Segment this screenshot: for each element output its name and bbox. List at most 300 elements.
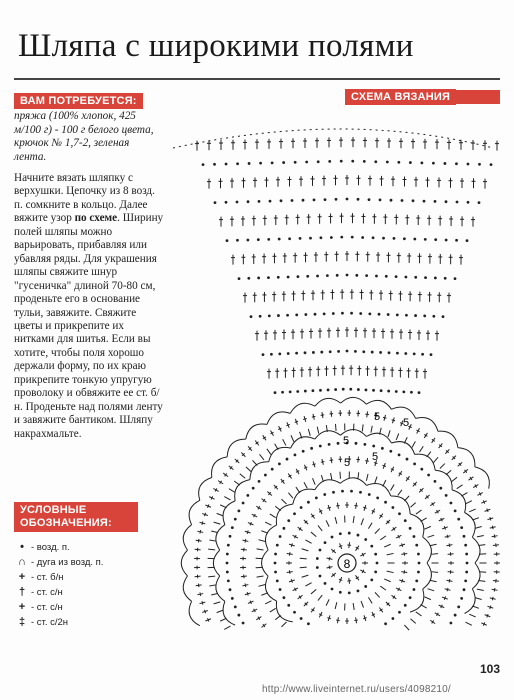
chain-dot [258, 200, 261, 203]
chain-dot [319, 445, 322, 448]
chain-dot [315, 496, 318, 499]
chain-dot [355, 274, 358, 277]
chain-dot [450, 502, 453, 505]
chain-dot [381, 447, 384, 450]
scheme-heading: СХЕМА ВЯЗАНИЯ [345, 89, 456, 105]
legend-row [16, 615, 103, 630]
chain-dot [368, 493, 371, 496]
chain-dot [388, 351, 391, 354]
stitch-mark [416, 612, 422, 616]
stitch-mark [353, 603, 354, 610]
chain-dot [288, 237, 291, 240]
stitch-cross [289, 552, 290, 556]
stitch-mark [358, 472, 359, 479]
stitch-mark [361, 601, 363, 608]
chain-arc [366, 433, 391, 443]
chain-dot [295, 313, 298, 316]
chain-dot [226, 562, 229, 565]
chain-dot [385, 275, 388, 278]
stitch-mark [208, 549, 215, 550]
chain-dot [339, 591, 342, 594]
stitch-mark [270, 514, 276, 518]
stitch-cross [449, 579, 450, 583]
stitch-cross [447, 535, 448, 538]
chain-dot [374, 570, 377, 573]
stitch-cross [208, 618, 209, 621]
chain-dot [302, 199, 305, 202]
stitch-mark [335, 424, 336, 431]
stitch-cross [487, 509, 488, 512]
stitch-mark [224, 626, 230, 629]
chain-dot [346, 274, 349, 277]
chain-dot [324, 198, 327, 201]
stitch-cross [392, 420, 395, 421]
chain-dot [372, 445, 375, 448]
stitch-cross [204, 513, 205, 516]
chain-dot [274, 391, 277, 394]
chain-dot [291, 199, 294, 202]
chain-dot [257, 277, 260, 280]
count-label-2: 5 [402, 417, 410, 429]
chain-arc [410, 514, 424, 537]
chain-dot [354, 350, 357, 353]
chain-dot [413, 238, 416, 241]
stitch-mark [265, 522, 271, 525]
stitch-mark [368, 597, 372, 603]
chain-dot [382, 237, 385, 240]
stitch-mark [419, 446, 423, 452]
count-label-3: 5 [342, 435, 350, 447]
stitch-cross [336, 505, 340, 506]
chain-arc [250, 462, 269, 480]
chain-dot [379, 351, 382, 354]
chain-dot [328, 443, 331, 446]
chain-dot [236, 239, 239, 242]
chain-arc [465, 589, 476, 614]
chain-dot [279, 535, 282, 538]
chain-dot [227, 579, 230, 582]
stitch-mark [427, 535, 434, 537]
stitch-mark [469, 509, 475, 512]
stitch-mark [340, 472, 341, 479]
chain-dot [405, 276, 408, 279]
chain-arc [223, 501, 235, 525]
stitch-cross [204, 610, 205, 613]
chain-dot [409, 527, 412, 530]
chain-dot [309, 237, 312, 240]
stitch-mark [410, 503, 415, 508]
stitch-mark [424, 526, 430, 529]
chain-dot [349, 388, 352, 391]
stitch-cross [483, 622, 484, 625]
chain-dot [409, 596, 412, 599]
chain-dot [229, 588, 232, 591]
stitch-mark [305, 583, 311, 586]
stitch-cross [291, 579, 292, 582]
stitch-cross [339, 579, 342, 580]
chain-dot [348, 532, 351, 535]
double-crochet-icon: † [18, 586, 26, 598]
stitch-mark [375, 529, 380, 534]
chain-arc [472, 537, 480, 563]
stitch-cross [304, 467, 307, 468]
chain-dot [287, 519, 290, 522]
chain-arc [340, 478, 366, 486]
chain-dot [357, 534, 360, 537]
chain-arc [472, 563, 480, 589]
chain-dot [413, 535, 416, 538]
stitch-mark [477, 536, 484, 537]
stitch-mark [209, 585, 216, 586]
chain-dot [398, 453, 401, 456]
chain-dot [455, 239, 458, 242]
chain-dot [420, 161, 423, 164]
chain-dot [307, 622, 310, 625]
stitch-cross [336, 620, 340, 621]
materials-heading: ВАМ ПОТРЕБУЕТСЯ: [14, 93, 143, 109]
chain-dot [237, 510, 240, 513]
chain-dot [417, 553, 420, 556]
watermark-url: http://www.liveinternet.ru/users/4098210/ [262, 684, 451, 695]
stitch-cross [449, 543, 450, 547]
chain-dot [490, 163, 493, 166]
chain-dot [231, 597, 234, 600]
instructions-part1: Начните вязать шляпку с верхушки. Цепочку из 8 возд. п. сомкните в кольцо. Далее вяжите узор [14, 172, 155, 225]
chain-arc [265, 525, 276, 550]
stitch-cross [312, 416, 316, 417]
stitch-mark [431, 554, 438, 555]
stitch-mark [424, 597, 430, 600]
chain-dot [401, 199, 404, 202]
stitch-mark [302, 549, 309, 551]
legend-label: - ст. с/н [31, 602, 63, 613]
stitch-mark [311, 532, 316, 537]
legend-row [16, 540, 103, 555]
chain-arc [435, 470, 452, 490]
chain-dot [409, 161, 412, 164]
stitch-mark [246, 467, 251, 472]
chain-dot [247, 200, 250, 203]
chain-dot [311, 389, 314, 392]
chain-dot [213, 163, 216, 166]
stitch-mark [427, 589, 434, 591]
chain-dot [296, 390, 299, 393]
chain-dot [404, 604, 407, 607]
legend-row [16, 600, 103, 615]
chain-arc [315, 480, 341, 490]
chain-dot [467, 201, 470, 204]
stitch-mark [361, 518, 363, 525]
chain-dot [414, 314, 417, 317]
chain-dot [346, 198, 349, 201]
sc-into-stitch-icon: + [18, 601, 26, 613]
chain-arc [181, 550, 187, 576]
stitch-mark [335, 602, 337, 609]
stitch-cross [487, 614, 488, 617]
chain-dot [430, 353, 433, 356]
chain-dot [454, 510, 457, 513]
chain-dot [442, 315, 445, 318]
chain-dot [351, 160, 354, 163]
double-treble-icon: ‡ [18, 616, 26, 628]
chain-dot [324, 582, 327, 585]
stitch-mark [384, 544, 390, 547]
chain-dot [267, 276, 270, 279]
chain-dot [246, 239, 249, 242]
legend-row [16, 555, 103, 570]
chain-dot [370, 545, 373, 548]
chain-dot [278, 352, 281, 355]
stitch-cross [492, 597, 493, 600]
chain-dot [444, 277, 447, 280]
stitch-cross [402, 543, 403, 546]
chain-dot [455, 162, 458, 165]
chain-dot [432, 162, 435, 165]
chain-dot [418, 562, 421, 565]
stitch-mark [304, 482, 307, 488]
chain-dot [361, 236, 364, 239]
chain-dot [414, 276, 417, 279]
chain-arc [216, 525, 225, 550]
chain-dot [439, 487, 442, 490]
stitch-mark [431, 572, 438, 573]
chain-dot [389, 450, 392, 453]
chain-dot [396, 313, 399, 316]
chain-dot [405, 314, 408, 317]
stitch-cross [490, 605, 491, 608]
stitch-mark [362, 424, 363, 431]
chain-dot [376, 496, 379, 499]
chain-dot [286, 314, 289, 317]
chain-dot [234, 518, 237, 521]
chain-dot [326, 274, 329, 277]
chain-dot [346, 350, 349, 353]
stitch-cross [444, 596, 445, 599]
legend-heading: УСЛОВНЫЕ ОБОЗНАЧЕНИЯ: [14, 502, 138, 532]
legend-row [16, 585, 103, 600]
chain-dot [332, 491, 335, 494]
chain-dot [274, 562, 277, 565]
chain-dot [262, 353, 265, 356]
stitch-cross [202, 521, 203, 524]
chain-dot [319, 575, 322, 578]
stitch-cross [247, 530, 248, 533]
chain-dot [415, 544, 418, 547]
stitch-cross [483, 500, 484, 503]
chain-dot [457, 605, 460, 608]
single-crochet-icon: + [18, 571, 26, 583]
stitch-mark [302, 575, 309, 577]
chain-dot [226, 239, 229, 242]
chain-arc-icon: ∩ [18, 556, 26, 568]
chain-dot [423, 315, 426, 318]
stitch-mark [387, 571, 394, 572]
chain-dot [465, 553, 468, 556]
stitch-cross [245, 539, 246, 543]
chain-dot [246, 494, 249, 497]
chain-dot [386, 161, 389, 164]
stitch-mark [366, 474, 368, 481]
chain-arc [341, 397, 367, 404]
chain-dot [283, 527, 286, 530]
chain-dot [332, 312, 335, 315]
chain-dot [464, 579, 467, 582]
chain-dot [300, 506, 303, 509]
chain-dot [336, 274, 339, 277]
stitch-mark [452, 477, 458, 481]
chain-dot [302, 450, 305, 453]
stitch-mark [281, 622, 286, 627]
chain-dot [236, 201, 239, 204]
chain-dot [390, 199, 393, 202]
chain-dot [227, 544, 230, 547]
chain-dot [450, 622, 453, 625]
chain-dot [445, 494, 448, 497]
chain-dot [370, 578, 373, 581]
stitch-cross [441, 518, 443, 521]
chain-dot [362, 350, 365, 353]
chain-dot [340, 236, 343, 239]
chain-dot [342, 388, 345, 391]
chain-dot [247, 277, 250, 280]
stitch-mark [257, 549, 264, 550]
chain-dot [460, 597, 463, 600]
chain-dot [297, 275, 300, 278]
chain-dot [432, 315, 435, 318]
stitch-mark [375, 477, 377, 484]
stitch-cross [363, 618, 366, 619]
legend-label: - возд. п. [31, 542, 70, 553]
stitch-cross [198, 584, 199, 588]
chain-dot [391, 617, 394, 620]
chain-dot [418, 391, 421, 394]
chain-dot [464, 544, 467, 547]
chain-dot [397, 161, 400, 164]
stitch-mark [416, 510, 422, 514]
chain-dot [225, 163, 228, 166]
chain-dot [380, 389, 383, 392]
chain-dot [304, 313, 307, 316]
chain-dot [445, 239, 448, 242]
page-title: Шляпа с широкими полями [18, 28, 414, 64]
chain-arc [189, 601, 200, 625]
chain-dot [320, 351, 323, 354]
chain-dot [278, 462, 281, 465]
chain-dot [395, 390, 398, 393]
chain-dot [417, 571, 420, 574]
chain-dot [445, 200, 448, 203]
stitch-cross [312, 464, 315, 465]
chain-dot [364, 538, 367, 541]
stitch-mark [469, 614, 475, 617]
chain-dot [229, 535, 232, 538]
stitch-cross [444, 526, 445, 529]
chain-dot [398, 512, 401, 515]
chain-arc [291, 437, 315, 448]
stitch-cross [494, 534, 495, 538]
chain-dot [364, 585, 367, 588]
chain-dot [337, 442, 340, 445]
stitch-mark [412, 441, 415, 447]
stitch-mark [353, 516, 354, 523]
chain-dot [286, 458, 289, 461]
chain-dot [351, 236, 354, 239]
chain-dot [423, 200, 426, 203]
chain-dot [287, 352, 290, 355]
stitch-cross [330, 460, 334, 461]
chain-dot [363, 160, 366, 163]
stitch-cross [303, 419, 306, 420]
chain-dot [324, 541, 327, 544]
legend-label: - ст. б/н [31, 572, 64, 583]
chain-dot [415, 580, 418, 583]
stitch-mark [387, 553, 394, 554]
stitch-cross [383, 417, 386, 418]
legend-row [16, 570, 103, 585]
chain-arc [223, 601, 235, 625]
chain-dot [279, 588, 282, 591]
chain-dot [276, 580, 279, 583]
stitch-cross [295, 421, 298, 422]
stitch-cross [391, 469, 394, 471]
stitch-cross [289, 570, 290, 574]
stitch-mark [209, 540, 216, 541]
chain-dot [368, 198, 371, 201]
chain-dot [267, 238, 270, 241]
chain-dot [307, 501, 310, 504]
chain-dot [329, 350, 332, 353]
chain-dot [434, 480, 437, 483]
chain-dot [320, 236, 323, 239]
stitch-cross [441, 605, 443, 608]
chain-dot [387, 313, 390, 316]
chain-dot [226, 553, 229, 556]
page-number: 103 [479, 662, 500, 676]
chain-dot [341, 312, 344, 315]
chain-arc [415, 454, 436, 470]
chain-dot [281, 391, 284, 394]
legend-label: - дуга из возд. п. [31, 557, 104, 568]
center-count-label: 8 [343, 557, 351, 571]
chain-dot [393, 237, 396, 240]
chain-dot [331, 588, 334, 591]
chain-arc [465, 513, 476, 538]
chain-dot [258, 480, 261, 483]
chain-dot [413, 352, 416, 355]
chain-dot [465, 571, 468, 574]
stitch-mark [270, 608, 276, 612]
chain-arc [392, 442, 415, 455]
stitch-cross [200, 530, 201, 534]
chain-dot [413, 588, 416, 591]
chain-dot [327, 389, 330, 392]
chain-dot [460, 526, 463, 529]
chain-dot [463, 535, 466, 538]
stitch-cross [291, 543, 292, 546]
stitch-cross [363, 507, 366, 508]
chain-dot [398, 611, 401, 614]
stitch-cross [208, 504, 209, 507]
chain-dot [317, 160, 320, 163]
chain-dot [350, 312, 353, 315]
stitch-mark [265, 601, 271, 604]
chain-arc [265, 576, 276, 601]
chain-dot [312, 351, 315, 354]
chain-dot [304, 390, 307, 393]
chain-dot [283, 596, 286, 599]
chain-dot [287, 604, 290, 607]
chain-dot [268, 315, 271, 318]
